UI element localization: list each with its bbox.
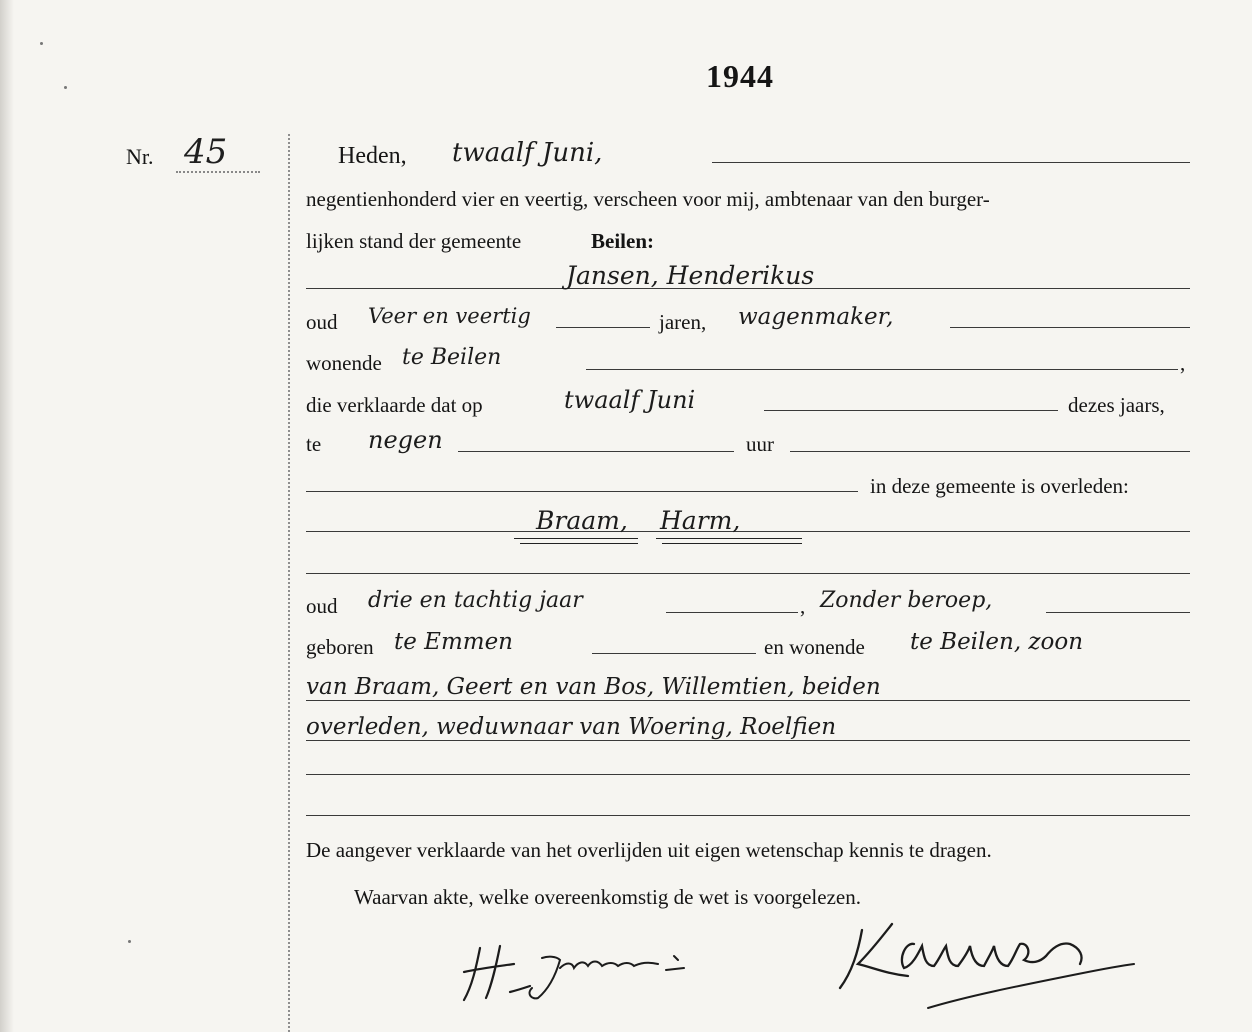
oud-label-deceased: oud: [306, 594, 338, 618]
name-underline: [662, 543, 802, 544]
fill-line: [458, 451, 734, 452]
deceased-surname: Braam,: [536, 506, 628, 535]
fill-line: [306, 700, 1190, 701]
record-year: 1944: [706, 58, 774, 94]
geboren-label: geboren: [306, 635, 374, 659]
fill-line: [592, 653, 756, 654]
speck: [64, 86, 67, 89]
speck: [128, 940, 131, 943]
declarant-occupation: wagenmaker,: [738, 304, 894, 330]
fill-line: [556, 327, 650, 328]
declarant-signature: [452, 928, 702, 1008]
deceased-firstname: Harm,: [660, 506, 741, 535]
declarant-age: Veer en veertig: [368, 304, 531, 328]
jaren-label: jaren,: [659, 310, 707, 334]
heden-label: Heden,: [338, 143, 407, 169]
fill-line: [306, 740, 1190, 741]
fill-line: [306, 491, 858, 492]
overleden-label: in deze gemeente is overleden:: [870, 474, 1129, 498]
dezes-jaars-label: dezes jaars,: [1068, 393, 1165, 417]
deceased-age: drie en tachtig jaar: [368, 588, 583, 613]
declared-label: die verklaarde dat op: [306, 393, 483, 417]
margin-dotted-line: [288, 134, 290, 1032]
fill-line: [1046, 612, 1190, 613]
read-aloud-line: Waarvan akte, welke overeenkomstig de wet is voorgelezen.: [354, 885, 861, 909]
fill-line: [586, 369, 1178, 370]
preamble-line: negentienhonderd vier en veertig, verscheen voor mij, ambtenaar van den burger-: [306, 187, 990, 211]
comma: ,: [1180, 351, 1186, 375]
fill-line: [666, 612, 798, 613]
deceased-residence: te Beilen, zoon: [910, 629, 1084, 655]
declarant-residence: te Beilen: [402, 345, 502, 370]
fill-line: [306, 531, 1190, 532]
declarant-name: Jansen, Henderikus: [566, 261, 815, 290]
deceased-occupation: Zonder beroep,: [820, 588, 993, 613]
name-underline: [520, 543, 638, 544]
widower-line: overleden, weduwnaar van Woering, Roelfien: [306, 714, 837, 740]
death-date: twaalf Juni: [564, 386, 696, 414]
name-underline: [656, 538, 802, 539]
name-underline: [514, 538, 638, 539]
page-edge-shadow: [0, 0, 14, 1032]
en-wonende-label: en wonende: [764, 635, 865, 659]
fill-line: [306, 774, 1190, 775]
record-number-value: 45: [184, 132, 228, 172]
birthplace: te Emmen: [394, 629, 513, 655]
record-number-label: Nr.: [126, 144, 154, 169]
municipality-name: Beilen:: [591, 229, 654, 253]
fill-line: [790, 451, 1190, 452]
fill-line: [306, 815, 1190, 816]
fill-line: [764, 410, 1058, 411]
death-time: negen: [368, 426, 443, 454]
municipality-line: lijken stand der gemeente: [306, 229, 522, 253]
fill-line: [712, 162, 1190, 163]
wonende-label: wonende: [306, 351, 382, 375]
speck: [40, 42, 43, 45]
fill-line: [306, 573, 1190, 574]
fill-line: [950, 327, 1190, 328]
uur-label: uur: [746, 432, 774, 456]
comma: ,: [800, 594, 806, 618]
registration-date: twaalf Juni,: [452, 138, 603, 168]
registrar-signature: [818, 912, 1138, 1032]
oud-label: oud: [306, 310, 338, 334]
te-label: te: [306, 432, 322, 456]
declaration-line: De aangever verklaarde van het overlijden uit eigen wetenschap kennis te dragen.: [306, 838, 992, 862]
parents-line: van Braam, Geert en van Bos, Willemtien, beiden: [306, 674, 881, 700]
